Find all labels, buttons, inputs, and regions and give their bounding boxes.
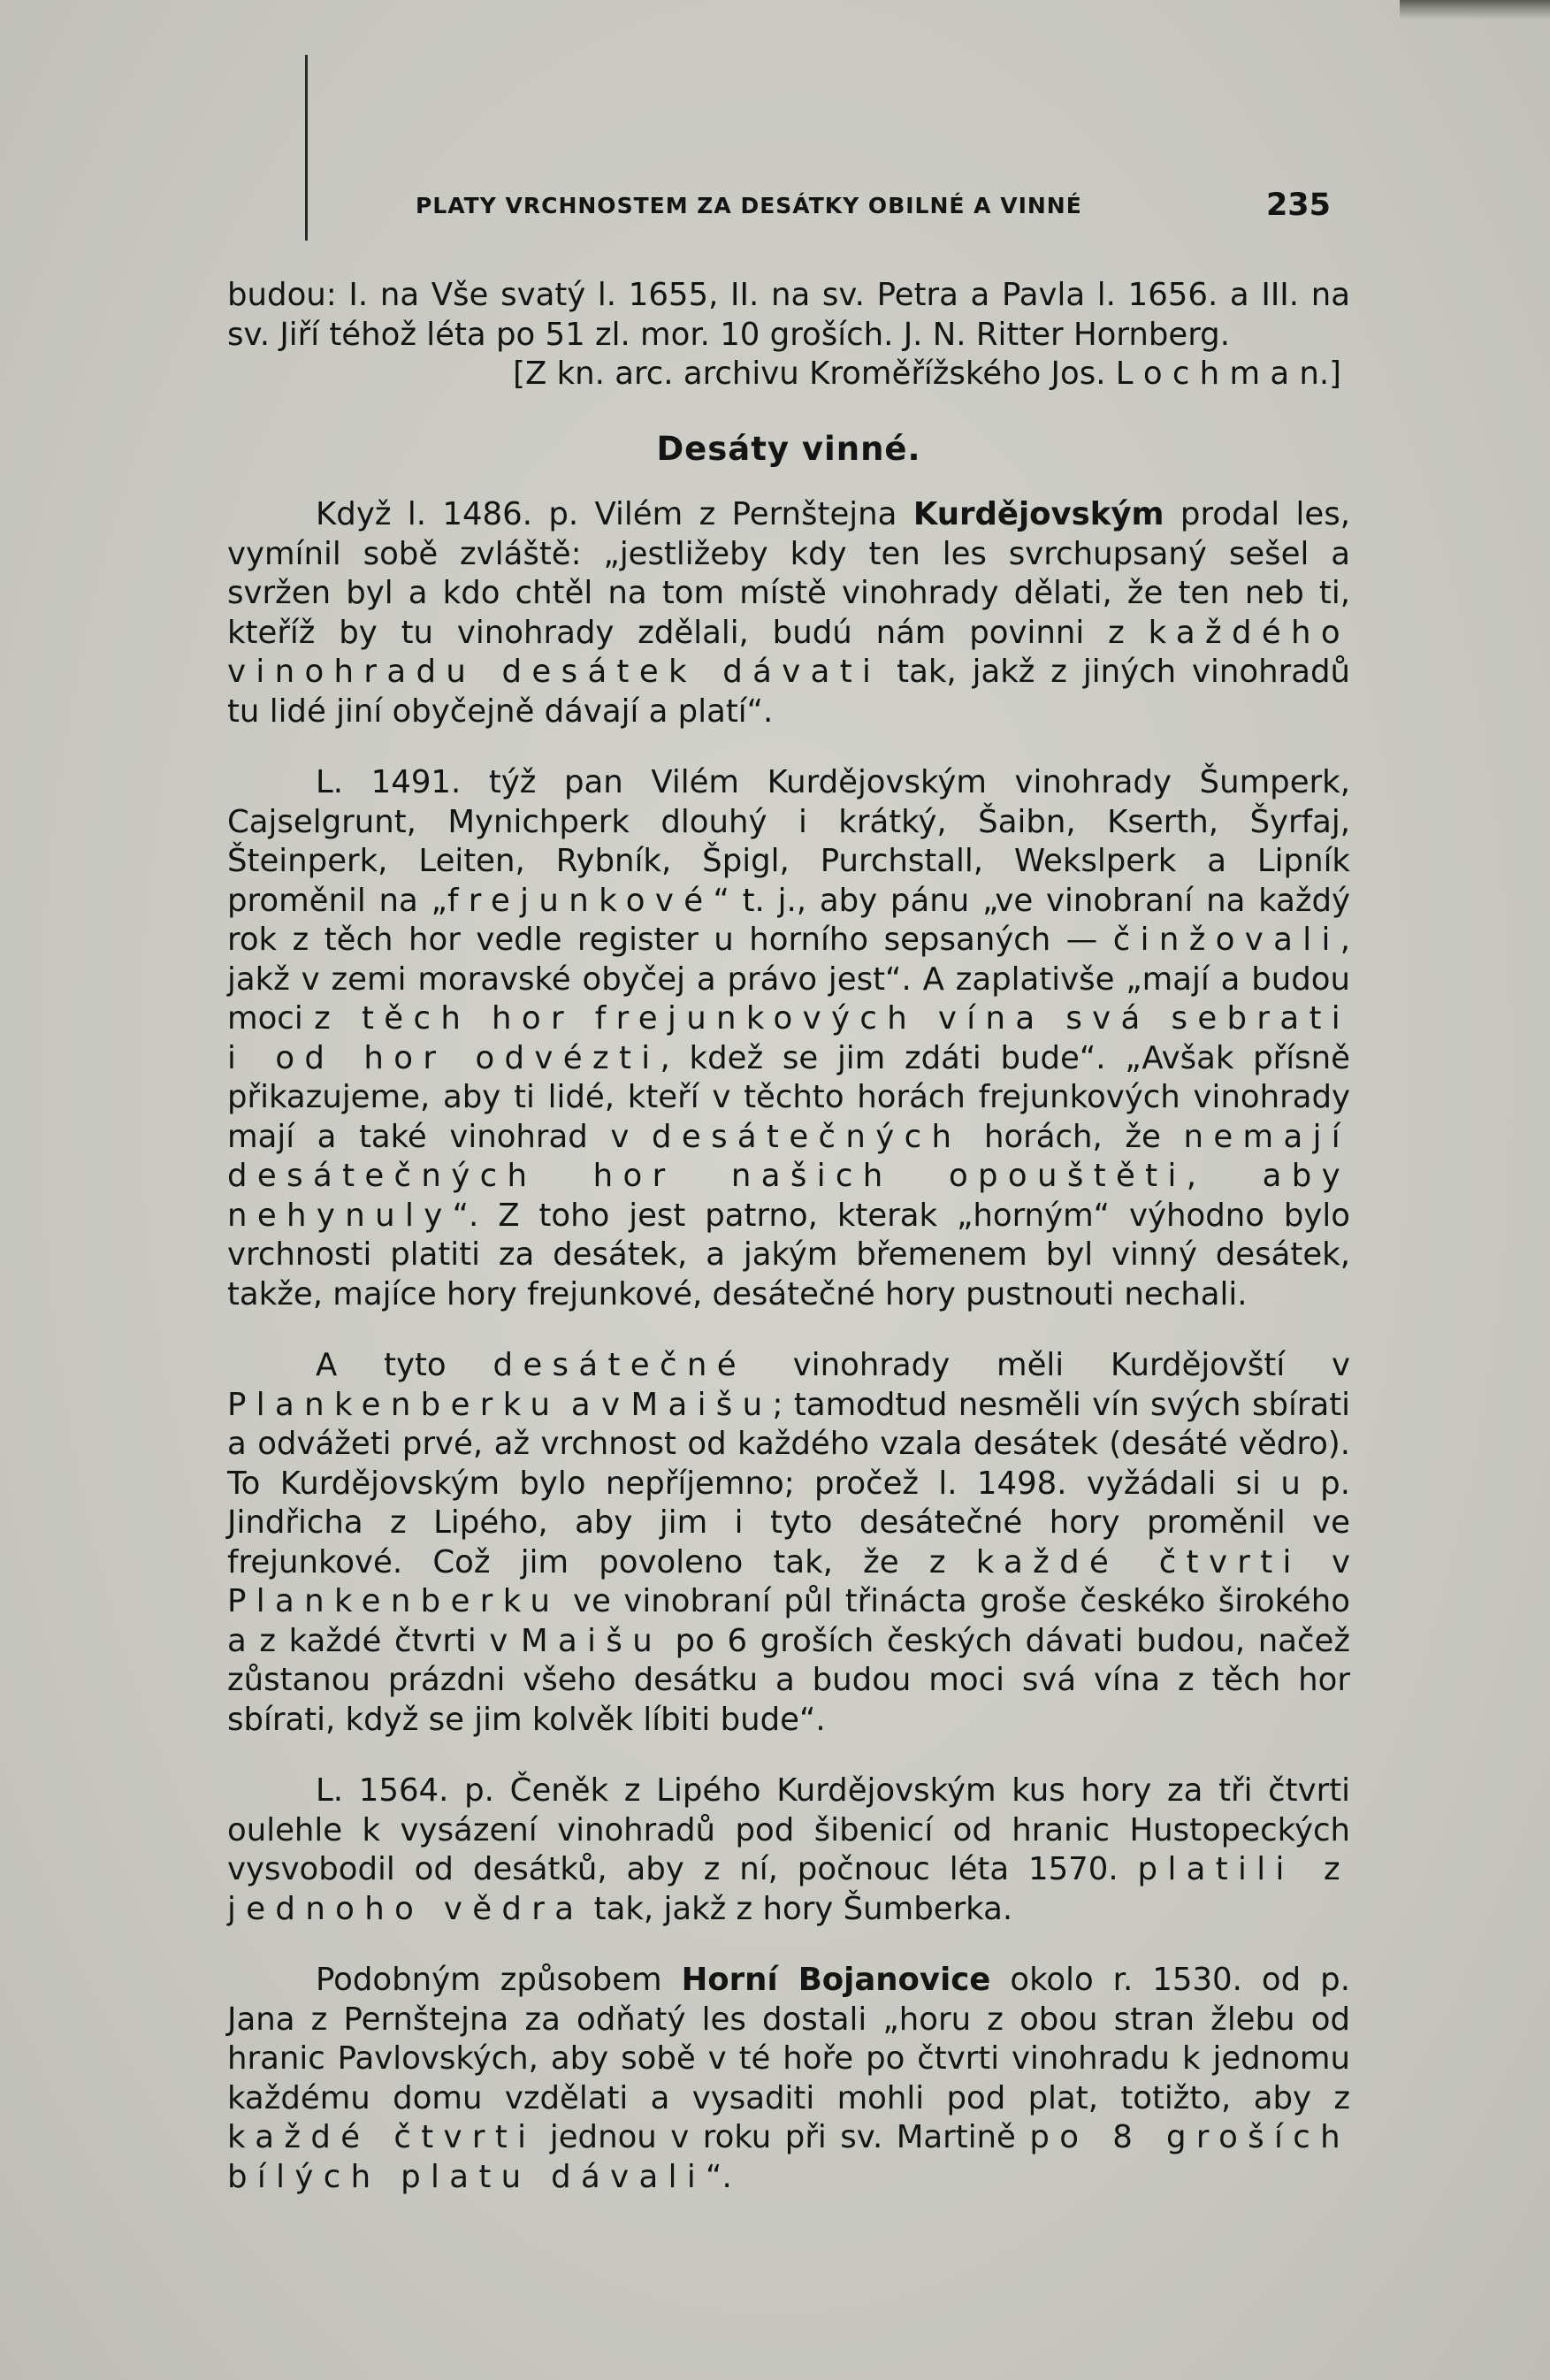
p5-text-a: Podobným způsobem: [316, 1962, 682, 1998]
p2-text-e: , jakž v zemi moravské obyčej a právo jest“. A zaplativše „mají a budou moci: [227, 922, 1350, 1037]
intro-paragraph: [227, 276, 1350, 355]
page-number: 235: [1265, 187, 1331, 223]
scan-edge-mark: [1400, 0, 1550, 19]
citation-text: [Z kn. arc. archivu Kroměřížského Jos. L o c h m a n.]: [513, 356, 1341, 392]
p2-spaced-cinzovali: činžovali: [1112, 922, 1340, 958]
section-title: Desáty vinné.: [656, 429, 921, 468]
p2-spaced-frejunkove: frejunkové: [447, 882, 714, 919]
p2-text-c: “ t. j., aby pánu „ve vinobraní na každý rok z těch hor vedle register u horního sepsaných —: [227, 882, 1350, 958]
p1-bold-kurdejovskym: Kurdějovským: [912, 496, 1164, 532]
p2-spaced-desatecnych: desátečných: [651, 1118, 962, 1155]
p1-text-c: prodal les, vymínil sobě zvláště: „jestližeby kdy ten les svrchupsaný sešel a svržen byl a kdo chtěl na tom místě vinohrady dělati, že ten neb ti, kteříž by tu vinohrady zdělali, budú nám povinni z: [227, 496, 1351, 651]
p2-text-i: horách, že: [961, 1118, 1184, 1155]
p5-bold-horni-bojanovice: Horní Bojanovice: [681, 1962, 991, 1998]
p1-spaced-text: každého vinohradu desátek dávati: [227, 614, 1350, 690]
p5-spaced-text-f: po 8 groších bílých platu dávali: [227, 2119, 1350, 2195]
paragraph-1: [227, 495, 1350, 731]
p3-spaced-plankenberku-2: Plankenberku: [227, 1583, 561, 1619]
p3-text-i: v: [1301, 1543, 1350, 1580]
running-title: PLATY VRCHNOSTEM ZA DESÁTKY OBILNÉ A VINNÉ: [416, 193, 1082, 218]
p2-spaced-text-j: nemají desátečných hor našich opouštěti, aby nehynuly: [227, 1118, 1351, 1234]
p3-spaced-kazde-ctvrti: každé čtvrti: [975, 1543, 1302, 1580]
page-header: [305, 186, 1331, 230]
p1-text-e: tak, jakž z jiných vinohradů tu lidé jiní obyčejně dávají a platí“.: [227, 654, 1350, 730]
p3-spaced-desatecne: desátečné: [492, 1347, 746, 1383]
p5-spaced-kazde-ctvrti: každé čtvrti: [227, 2119, 537, 2155]
paragraph-2: [227, 763, 1350, 1314]
p4-text-c: tak, jakž z hory Šumberka.: [584, 1890, 1013, 1927]
p2-text-g: , kdež se jim zdáti bude“. „Avšak přísně přikazujeme, aby ti lidé, kteří v těchto horách frejunkových vinohrady mají a také vinohrad v: [227, 1039, 1350, 1155]
p2-text-k: “. Z toho jest patrno, kterak „horným“ výhodno bylo vrchnosti platiti za desátek, a jakým břemenem byl vinný desátek, takže, majíce hory frejunkové, desátečné hory pustnouti nechali.: [227, 1197, 1350, 1312]
p3-text-m: po 6 groších českých dávati budou, načež zůstanou prázdni všeho desátku a budou moci svá vína z těch hor sbírati, když se jim kolvěk líbiti bude“.: [227, 1622, 1350, 1738]
p3-text-e: a v: [560, 1386, 631, 1423]
citation: [227, 355, 1350, 394]
p2-spaced-text-f: z těch hor frejunkových vína svá sebrati i od hor odvézti: [227, 1000, 1351, 1076]
p3-text-c: vinohrady měli Kurdějovští v: [745, 1347, 1350, 1383]
p3-text-a: A tyto: [316, 1347, 493, 1383]
p5-text-e: jednou v roku při sv. Martině: [536, 2119, 1030, 2155]
p3-text-g: ; tamodtud nesměli vín svých sbírati a odvážeti prvé, až vrchnost od každého vzala desátek (desáté vědro). To Kurdějovským bylo nepříjemno; pročež l. 1498. vyžádali si u p. Jindřicha z Lipého, aby jim i tyto desátečné hory proměnil ve frejunkové. Což jim povoleno tak, že z: [227, 1386, 1350, 1580]
p5-text-g: “.: [706, 2158, 732, 2195]
p2-text-a: L. 1491. týž pan Vilém Kurdějovským vinohrady Šumperk, Cajselgrunt, Mynichperk dlouhý i krátký, Šaibn, Kserth, Šyrfaj, Šteinperk, Leiten, Rybník, Špigl, Purchstall, Wekslperk a Lipník proměnil na „: [227, 764, 1350, 919]
p3-spaced-plankenberku: Plankenberku: [227, 1386, 561, 1423]
page-body: [227, 276, 1350, 2197]
paragraph-5: [227, 1961, 1350, 2197]
p3-spaced-maisu-2: Maišu: [521, 1622, 663, 1659]
intro-text: budou: I. na Vše svatý l. 1655, II. na sv. Petra a Pavla l. 1656. a III. na sv. Jiří téhož léta po 51 zl. mor. 10 groších. J. N. Ritter Hornberg.: [227, 277, 1350, 353]
paragraph-4: [227, 1772, 1350, 1929]
p1-text-a: Když l. 1486. p. Vilém z Pernštejna: [316, 496, 913, 532]
p4-spaced-text: platili z jednoho vědra: [227, 1851, 1350, 1927]
p3-text-k: ve vinobraní půl třinácta groše českéko širokého a z každé čtvrti v: [227, 1583, 1350, 1659]
p3-spaced-maisu: Maišu: [630, 1386, 773, 1423]
paragraph-3: [227, 1346, 1350, 1740]
p4-text-a: L. 1564. p. Čeněk z Lipého Kurdějovským kus hory za tři čtvrti oulehle k vysázení vinohradů pod šibenicí od hranic Hustopeckých vysvobodil od desátků, aby z ní, počnouc léta 1570.: [227, 1772, 1350, 1887]
p5-text-c: okolo r. 1530. od p. Jana z Pernštejna za odňatý les dostali „horu z obou stran žlebu od hranic Pavlovských, aby sobě v té hoře po čtvrti vinohradu k jednomu každému domu vzdělati a vysaditi mohli pod plat, totižto, aby z: [227, 1962, 1350, 2116]
